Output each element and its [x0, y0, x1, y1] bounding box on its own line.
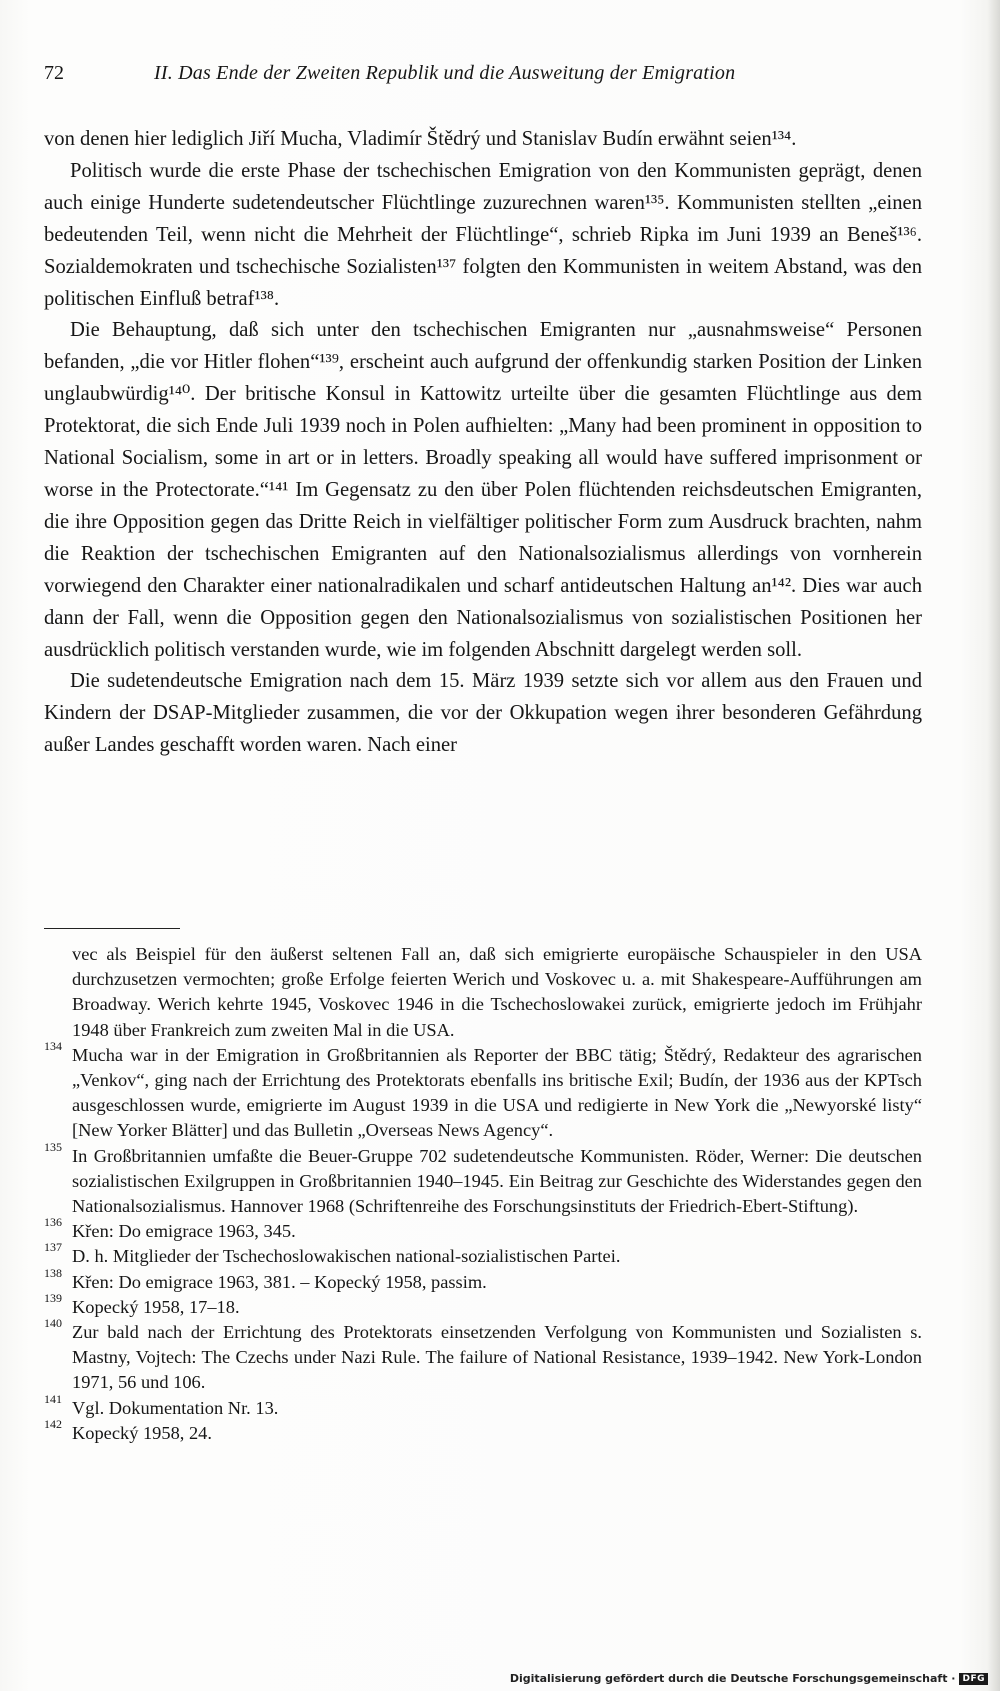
footnote-number: 134 [44, 1038, 62, 1053]
footnote-number: 138 [44, 1265, 62, 1280]
paragraph: Die Behauptung, daß sich unter den tschechischen Emigranten nur „ausnahmsweise“ Personen befanden, „die vor Hitler flohen“¹³⁹, erscheint auch aufgrund der offenkundig starken Position der Linken unglaubwürdig¹⁴⁰. Der britische Konsul in Kattowitz urteilte über die gesamten Flüchtlinge aus dem Protektorat, die sich Ende Juli 1939 noch in Polen aufhielten: „Many had been prominent in opposition to National Socialism, some in art or in letters. Broadly speaking all would have suffered imprisonment or worse in the Protectorate.“¹⁴¹ Im Gegensatz zu den über Polen flüchtenden reichsdeutschen Emigranten, die ihre Opposition gegen das Dritte Reich in vielfältiger politischer Form zum Ausdruck brachten, nahm die Reaktion der tschechischen Emigranten auf den Nationalsozialismus allerdings von vornherein vorwiegend den Charakter einer nationalradikalen und scharf antideutschen Haltung an¹⁴². Dies war auch dann der Fall, wenn die Opposition gegen den Nationalsozialismus von sozialistischen Positionen her ausdrücklich politisch verstanden wurde, wie im folgenden Abschnitt dargelegt werden soll. [44, 319, 922, 661]
page-number: 72 [44, 62, 64, 84]
footnote [44, 1038, 922, 1144]
footnote [44, 1290, 922, 1320]
footnote-text: Křen: Do emigrace 1963, 345. [72, 1221, 296, 1242]
footnote-text: Zur bald nach der Errichtung des Protektorats einsetzenden Verfolgung von Kommunisten und Sozialisten s. Mastny, Vojtech: The Czechs under Nazi Rule. The failure of National Resistance, 1939–1942. New York-London 1971, 56 und 106. [72, 1322, 922, 1393]
footnote-number: 139 [44, 1290, 62, 1305]
footnote-text: D. h. Mitglieder der Tschechoslowakischen national-sozialistischen Partei. [72, 1246, 621, 1267]
footnote [44, 1265, 922, 1295]
footnote-number: 136 [44, 1215, 62, 1230]
page-header [44, 62, 928, 92]
footnote-text: Mucha war in der Emigration in Großbritannien als Reporter der BBC tätig; Štědrý, Redakteur des agrarischen „Venkov“, ging nach der Errichtung des Protektorats ebenfalls ins britische Exil; Budín, der 1936 aus der KPTsch ausgeschlossen wurde, emigrierte im August 1939 in die USA und redigierte in New York die „Newyorské listy“ [New Yorker Blätter] und das Bulletin „Overseas News Agency“. [72, 1044, 922, 1141]
footnote [44, 1316, 922, 1396]
footnote-number: 141 [44, 1391, 62, 1406]
page-edge-shadow [988, 0, 1000, 1691]
footnote-number: 135 [44, 1139, 62, 1154]
digitization-text: Digitalisierung gefördert durch die Deutsche Forschungsgemeinschaft · [509, 1672, 956, 1685]
footnote [44, 1240, 922, 1269]
paragraph: Politisch wurde die erste Phase der tschechischen Emigration von den Kommunisten geprägt, denen auch einige Hunderte sudetendeutscher Flüchtlinge zuzurechnen waren¹³⁵. Kommunisten stellten „einen bedeutenden Teil, wenn nicht die Mehrheit der Flüchtlinge“, schrieb Ripka im Juni 1939 an Beneš¹³⁶. Sozialdemokraten und tschechische Sozialisten¹³⁷ folgten den Kommunisten in weitem Abstand, was den politischen Einfluß betraf¹³⁸. [44, 159, 922, 310]
footnote-number: 140 [44, 1316, 62, 1331]
footnote-text: Kopecký 1958, 17–18. [72, 1296, 240, 1317]
main-text [44, 124, 922, 762]
running-title: II. Das Ende der Zweiten Republik und die Ausweitung der Emigration [154, 62, 736, 84]
digitization-notice [510, 1672, 988, 1685]
footnote [44, 1139, 922, 1220]
footnote-text: Vgl. Dokumentation Nr. 13. [72, 1397, 279, 1418]
footnote [44, 1391, 922, 1421]
footnote-number: 142 [44, 1416, 62, 1431]
paragraph: Die sudetendeutsche Emigration nach dem 15. März 1939 setzte sich vor allem aus den Frauen und Kindern der DSAP-Mitglieder zusammen, die vor der Okkupation wegen ihrer besonderen Gefährdung außer Landes geschafft worden waren. Nach einer [44, 670, 922, 757]
footnote-separator [44, 928, 180, 929]
dfg-logo: DFG [959, 1673, 988, 1685]
footnote-text: In Großbritannien umfaßte die Beuer-Gruppe 702 sudetendeutsche Kommunisten. Röder, Werner: Die deutschen sozialistischen Exilgruppen in Großbritannien 1940–1945. Ein Beitrag zur Geschichte des Widerstandes gegen den Nationalsozialismus. Hannover 1968 (Schriftenreihe des Forschungsinstituts der Friedrich-Ebert-Stiftung). [72, 1145, 922, 1217]
footnote-number: 137 [44, 1240, 62, 1255]
footnote-text: Kopecký 1958, 24. [72, 1422, 212, 1443]
footnote [44, 1215, 922, 1244]
footnote-continuation: vec als Beispiel für den äußerst seltenen Fall an, daß sich emigrierte europäische Schauspieler in den USA durchzusetzen vermochten; große Erfolge feierten Werich und Voskovec u. a. mit Shakespeare-Aufführungen am Broadway. Werich kehrte 1945, Voskovec 1946 in die Tschechoslowakei zurück, emigrierte jedoch im Frühjahr 1948 über Frankreich zum zweiten Mal in die USA. [72, 944, 922, 1040]
footnote-text: Křen: Do emigrace 1963, 381. – Kopecký 1958, passim. [72, 1271, 487, 1292]
footnotes [44, 942, 922, 1446]
footnote [44, 1416, 922, 1446]
paragraph: von denen hier lediglich Jiří Mucha, Vladimír Štědrý und Stanislav Budín erwähnt seien¹³⁴. [44, 128, 797, 150]
